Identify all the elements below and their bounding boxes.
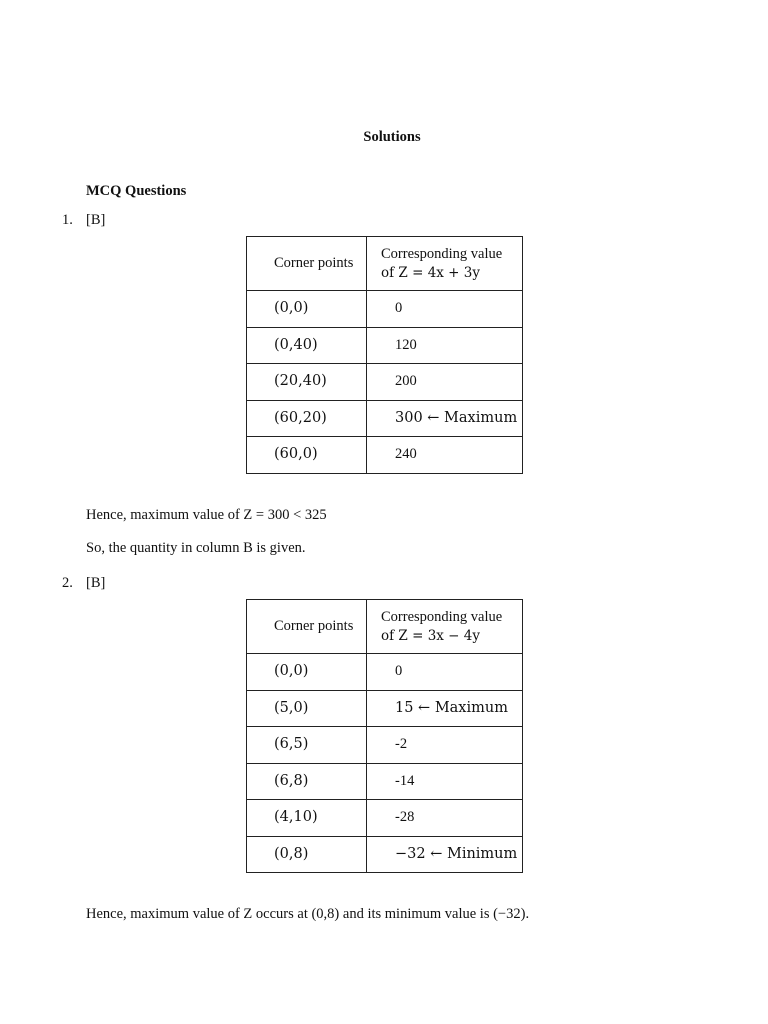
value-cell: 120 <box>367 327 523 364</box>
section-heading: MCQ Questions <box>86 183 187 199</box>
corner-point-cell: (4,10) <box>247 800 367 837</box>
table-header-cell <box>367 237 523 291</box>
value-cell: -28 <box>367 800 523 837</box>
table-row <box>247 291 523 328</box>
table-row <box>247 800 523 837</box>
corner-point-cell: (0,8) <box>247 836 367 873</box>
conclusion-text: Hence, maximum value of Z = 300 < 325 <box>86 507 327 523</box>
table-row <box>247 364 523 401</box>
table-row <box>247 727 523 764</box>
corner-point-cell: (6,5) <box>247 727 367 764</box>
table-header-cell: Corner points <box>247 237 367 291</box>
table-header-row <box>247 237 523 291</box>
value-cell: −32 ← Minimum <box>367 836 523 873</box>
value-cell: 200 <box>367 364 523 401</box>
corner-point-cell: (20,40) <box>247 364 367 401</box>
question-answer: [B] <box>86 575 106 591</box>
question-answer: [B] <box>86 212 106 228</box>
header-line: of Z = 4x + 3y <box>381 264 481 281</box>
value-cell: 0 <box>367 291 523 328</box>
table-row <box>247 763 523 800</box>
corner-point-cell: (6,8) <box>247 763 367 800</box>
value-cell: 240 <box>367 437 523 474</box>
table-row <box>247 690 523 727</box>
table-row <box>247 654 523 691</box>
value-cell: 300 ← Maximum <box>367 400 523 437</box>
conclusion-text: Hence, maximum value of Z occurs at (0,8) and its minimum value is (−32). <box>86 906 530 922</box>
corner-point-cell: (0,0) <box>247 654 367 691</box>
corner-point-cell: (60,0) <box>247 437 367 474</box>
question-number: 2. <box>62 575 73 591</box>
corner-point-cell: (0,40) <box>247 327 367 364</box>
value-cell: -2 <box>367 727 523 764</box>
table-header-cell: Corner points <box>247 600 367 654</box>
table-row <box>247 437 523 474</box>
table-header-cell <box>367 600 523 654</box>
conclusion-text: So, the quantity in column B is given. <box>86 540 306 556</box>
corner-point-cell: (60,20) <box>247 400 367 437</box>
corner-point-cell: (0,0) <box>247 291 367 328</box>
corner-points-table <box>246 599 523 873</box>
corner-point-cell: (5,0) <box>247 690 367 727</box>
header-line: Corresponding value <box>381 608 503 625</box>
table-header-row <box>247 600 523 654</box>
table-row <box>247 327 523 364</box>
value-cell: 15 ← Maximum <box>367 690 523 727</box>
corner-points-table <box>246 236 523 474</box>
header-line: Corresponding value <box>381 245 503 262</box>
value-cell: -14 <box>367 763 523 800</box>
table-row <box>247 836 523 873</box>
header-line: of Z = 3x − 4y <box>381 627 481 644</box>
value-cell: 0 <box>367 654 523 691</box>
table-row <box>247 400 523 437</box>
page-title: Solutions <box>363 129 421 145</box>
question-number: 1. <box>62 212 73 228</box>
